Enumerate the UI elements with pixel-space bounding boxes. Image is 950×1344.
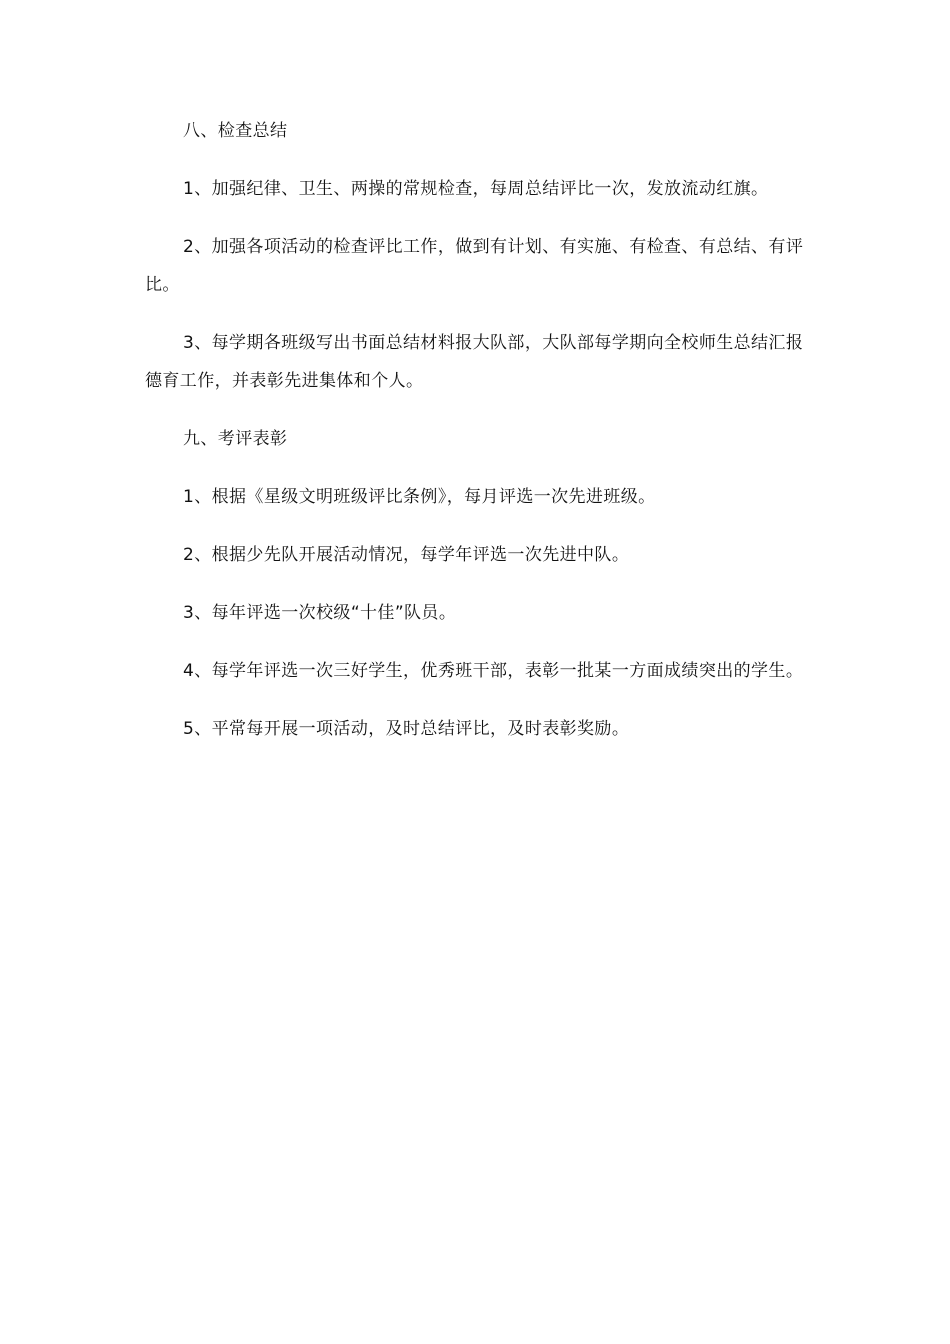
paragraph-item: 4、每学年评选一次三好学生，优秀班干部，表彰一批某一方面成绩突出的学生。 [183, 661, 804, 681]
document-body [145, 112, 817, 768]
paragraph-item: 1、根据《星级文明班级评比条例》，每月评选一次先进班级。 [183, 487, 656, 507]
paragraph-item: 1、加强纪律、卫生、两操的常规检查，每周总结评比一次，发放流动红旗。 [183, 179, 769, 199]
paragraph-item: 2、根据少先队开展活动情况，每学年评选一次先进中队。 [183, 545, 630, 565]
section-heading-inspection-summary: 八、检查总结 [183, 121, 288, 141]
paragraph-item: 5、平常每开展一项活动，及时总结评比，及时表彰奖励。 [183, 719, 630, 739]
paragraph-item: 3、每年评选一次校级“十佳”队员。 [183, 603, 457, 623]
section-heading-evaluation-commendation: 九、考评表彰 [183, 429, 288, 449]
paragraph-item: 2、加强各项活动的检查评比工作，做到有计划、有实施、有检查、有总结、有评比。 [145, 237, 804, 295]
paragraph-item: 3、每学期各班级写出书面总结材料报大队部，大队部每学期向全校师生总结汇报德育工作，并表彰先进集体和个人。 [145, 333, 804, 391]
